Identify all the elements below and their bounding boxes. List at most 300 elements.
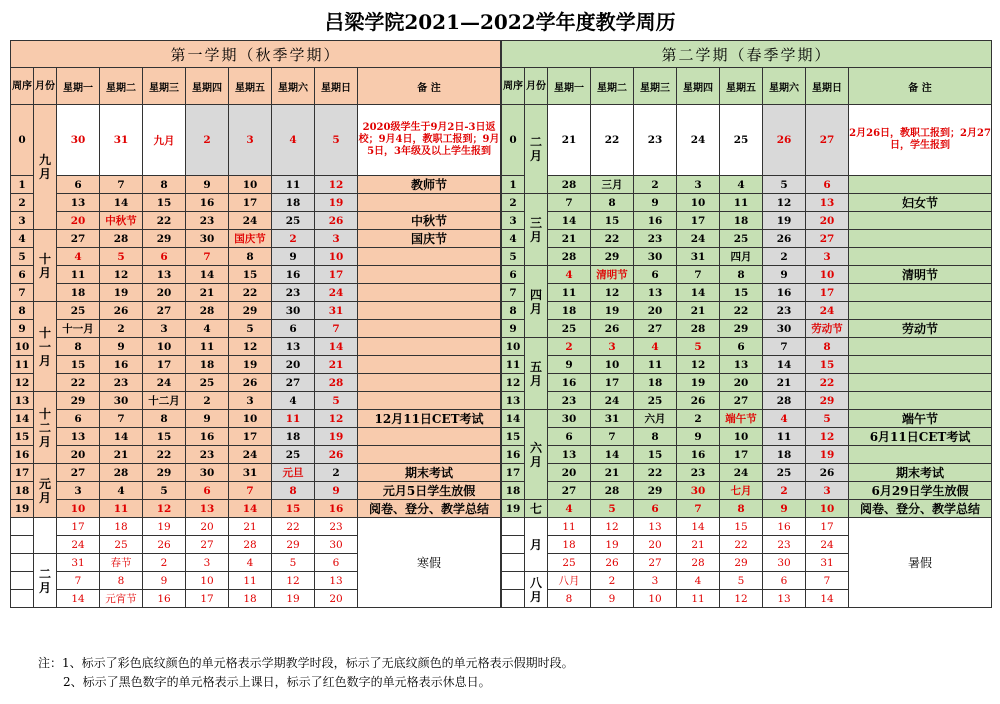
month-label: 二 月 <box>525 105 548 194</box>
day-cell: 17 <box>143 356 186 374</box>
day-cell: 7 <box>806 572 849 590</box>
day-cell: 28 <box>677 554 720 572</box>
day-cell: 29 <box>229 302 272 320</box>
day-cell: 13 <box>57 428 100 446</box>
remark-cell: 清明节 <box>849 266 992 284</box>
day-cell: 14 <box>548 212 591 230</box>
column-header: 星期五 <box>229 68 272 105</box>
day-cell: 10 <box>229 410 272 428</box>
day-cell: 端午节 <box>720 410 763 428</box>
day-cell: 16 <box>186 194 229 212</box>
month-label <box>34 518 57 554</box>
day-cell: 15 <box>143 428 186 446</box>
remark-cell: 劳动节 <box>849 320 992 338</box>
day-cell: 22 <box>634 464 677 482</box>
day-cell: 14 <box>100 194 143 212</box>
day-cell: 17 <box>806 284 849 302</box>
day-cell: 三月 <box>591 176 634 194</box>
day-cell: 5 <box>763 176 806 194</box>
day-cell: 28 <box>548 176 591 194</box>
column-header: 星期一 <box>57 68 100 105</box>
column-header: 星期五 <box>720 68 763 105</box>
week-number: 0 <box>11 105 34 176</box>
day-cell: 19 <box>591 536 634 554</box>
day-cell: 7 <box>100 176 143 194</box>
day-cell: 六月 <box>634 410 677 428</box>
day-cell: 11 <box>548 284 591 302</box>
day-cell: 15 <box>720 518 763 536</box>
day-cell: 23 <box>186 212 229 230</box>
week-number: 1 <box>11 176 34 194</box>
day-cell: 20 <box>272 356 315 374</box>
day-cell: 21 <box>591 464 634 482</box>
day-cell: 19 <box>806 446 849 464</box>
day-cell: 30 <box>186 464 229 482</box>
column-header: 星期三 <box>143 68 186 105</box>
day-cell: 26 <box>229 374 272 392</box>
day-cell: 21 <box>186 284 229 302</box>
day-cell: 23 <box>186 446 229 464</box>
day-cell: 18 <box>186 356 229 374</box>
day-cell: 6 <box>634 266 677 284</box>
day-cell: 清明节 <box>591 266 634 284</box>
day-cell: 国庆节 <box>229 230 272 248</box>
week-number <box>502 536 525 554</box>
column-header: 星期四 <box>186 68 229 105</box>
day-cell: 28 <box>100 230 143 248</box>
day-cell: 6 <box>634 500 677 518</box>
day-cell: 29 <box>143 230 186 248</box>
week-number <box>11 572 34 590</box>
week-number: 11 <box>502 356 525 374</box>
day-cell: 26 <box>806 464 849 482</box>
day-cell: 4 <box>548 500 591 518</box>
day-cell: 4 <box>100 482 143 500</box>
remark-cell <box>849 356 992 374</box>
remark-cell <box>849 446 992 464</box>
day-cell: 14 <box>315 338 358 356</box>
day-cell: 3 <box>229 105 272 176</box>
day-cell: 5 <box>315 392 358 410</box>
day-cell: 29 <box>57 392 100 410</box>
day-cell: 13 <box>186 500 229 518</box>
column-header: 备 注 <box>849 68 992 105</box>
day-cell: 28 <box>315 374 358 392</box>
day-cell: 2 <box>591 572 634 590</box>
day-cell: 18 <box>229 590 272 608</box>
remark-cell <box>849 392 992 410</box>
day-cell: 2 <box>634 176 677 194</box>
day-cell: 19 <box>229 356 272 374</box>
day-cell: 19 <box>677 374 720 392</box>
day-cell: 6 <box>315 554 358 572</box>
day-cell: 26 <box>763 230 806 248</box>
day-cell: 21 <box>229 518 272 536</box>
remark-cell: 阅卷、登分、教学总结 <box>849 500 992 518</box>
remark-cell <box>358 320 501 338</box>
day-cell: 31 <box>315 302 358 320</box>
vacation-label: 寒假 <box>358 518 501 608</box>
day-cell: 21 <box>677 302 720 320</box>
day-cell: 4 <box>763 410 806 428</box>
day-cell: 18 <box>272 428 315 446</box>
day-cell: 9 <box>100 338 143 356</box>
day-cell: 16 <box>763 284 806 302</box>
day-cell: 15 <box>57 356 100 374</box>
day-cell: 9 <box>548 356 591 374</box>
week-number: 11 <box>11 356 34 374</box>
day-cell: 9 <box>272 248 315 266</box>
day-cell: 23 <box>100 374 143 392</box>
day-cell: 28 <box>677 320 720 338</box>
week-number: 19 <box>11 500 34 518</box>
day-cell: 5 <box>591 500 634 518</box>
day-cell: 8 <box>143 410 186 428</box>
remark-cell <box>849 302 992 320</box>
column-header: 星期六 <box>272 68 315 105</box>
day-cell: 2 <box>677 410 720 428</box>
day-cell: 17 <box>591 374 634 392</box>
month-label: 四 月 <box>525 266 548 338</box>
day-cell: 元宵节 <box>100 590 143 608</box>
day-cell: 5 <box>272 554 315 572</box>
day-cell: 23 <box>315 518 358 536</box>
remark-cell <box>358 446 501 464</box>
week-number: 14 <box>11 410 34 428</box>
week-number: 10 <box>502 338 525 356</box>
day-cell: 26 <box>143 536 186 554</box>
day-cell: 23 <box>634 230 677 248</box>
day-cell: 22 <box>591 230 634 248</box>
day-cell: 24 <box>591 392 634 410</box>
day-cell: 8 <box>806 338 849 356</box>
day-cell: 16 <box>100 356 143 374</box>
column-header: 月份 <box>34 68 57 105</box>
day-cell: 7 <box>315 320 358 338</box>
week-number <box>11 554 34 572</box>
day-cell: 26 <box>100 302 143 320</box>
week-number: 18 <box>502 482 525 500</box>
day-cell: 17 <box>315 266 358 284</box>
day-cell: 12 <box>100 266 143 284</box>
week-number: 13 <box>502 392 525 410</box>
day-cell: 25 <box>57 302 100 320</box>
week-number: 4 <box>502 230 525 248</box>
day-cell: 4 <box>272 392 315 410</box>
column-header: 周序 <box>502 68 525 105</box>
week-number: 7 <box>11 284 34 302</box>
remark-cell <box>849 248 992 266</box>
day-cell: 13 <box>143 266 186 284</box>
remark-cell: 教师节 <box>358 176 501 194</box>
day-cell: 四月 <box>720 248 763 266</box>
day-cell: 5 <box>806 410 849 428</box>
day-cell: 16 <box>634 212 677 230</box>
day-cell: 31 <box>100 105 143 176</box>
day-cell: 10 <box>591 356 634 374</box>
day-cell: 23 <box>272 284 315 302</box>
day-cell: 30 <box>186 230 229 248</box>
day-cell: 3 <box>186 554 229 572</box>
day-cell: 10 <box>634 590 677 608</box>
column-header: 星期二 <box>100 68 143 105</box>
day-cell: 12 <box>720 590 763 608</box>
day-cell: 12 <box>677 356 720 374</box>
week-number: 3 <box>11 212 34 230</box>
day-cell: 28 <box>186 302 229 320</box>
day-cell: 22 <box>720 302 763 320</box>
remark-cell <box>358 248 501 266</box>
week-number <box>502 590 525 608</box>
day-cell: 15 <box>143 194 186 212</box>
column-header: 星期一 <box>548 68 591 105</box>
day-cell: 16 <box>677 446 720 464</box>
day-cell: 29 <box>634 482 677 500</box>
day-cell: 11 <box>720 194 763 212</box>
day-cell: 3 <box>143 320 186 338</box>
day-cell: 5 <box>720 572 763 590</box>
week-number: 17 <box>11 464 34 482</box>
week-number <box>502 518 525 536</box>
day-cell: 8 <box>548 590 591 608</box>
day-cell: 6 <box>763 572 806 590</box>
day-cell: 17 <box>720 446 763 464</box>
day-cell: 11 <box>634 356 677 374</box>
day-cell: 25 <box>720 105 763 176</box>
day-cell: 24 <box>229 212 272 230</box>
day-cell: 24 <box>677 105 720 176</box>
day-cell: 九月 <box>143 105 186 176</box>
semester-header: 第一学期（秋季学期） <box>11 41 501 68</box>
day-cell: 9 <box>143 572 186 590</box>
remark-cell: 6月29日学生放假 <box>849 482 992 500</box>
day-cell: 25 <box>634 392 677 410</box>
remark-cell: 2020级学生于9月2日-3日返校；9月4日，教职工报到；9月5日，3年级及以上学生报到 <box>358 105 501 176</box>
day-cell: 17 <box>229 194 272 212</box>
column-header: 周序 <box>11 68 34 105</box>
day-cell: 5 <box>143 482 186 500</box>
day-cell: 10 <box>229 176 272 194</box>
day-cell: 10 <box>806 500 849 518</box>
day-cell: 28 <box>229 536 272 554</box>
day-cell: 14 <box>763 356 806 374</box>
day-cell: 27 <box>57 464 100 482</box>
day-cell: 3 <box>229 392 272 410</box>
day-cell: 9 <box>634 194 677 212</box>
week-number: 4 <box>11 230 34 248</box>
day-cell: 12 <box>229 338 272 356</box>
day-cell: 11 <box>548 518 591 536</box>
day-cell: 17 <box>806 518 849 536</box>
day-cell: 5 <box>100 248 143 266</box>
day-cell: 15 <box>806 356 849 374</box>
day-cell: 27 <box>720 392 763 410</box>
remark-cell: 中秋节 <box>358 212 501 230</box>
remark-cell: 6月11日CET考试 <box>849 428 992 446</box>
day-cell: 7 <box>763 338 806 356</box>
day-cell: 22 <box>143 446 186 464</box>
day-cell: 14 <box>677 284 720 302</box>
day-cell: 13 <box>57 194 100 212</box>
day-cell: 16 <box>763 518 806 536</box>
remark-cell: 期末考试 <box>358 464 501 482</box>
day-cell: 30 <box>548 410 591 428</box>
column-header: 星期日 <box>315 68 358 105</box>
day-cell: 12 <box>763 194 806 212</box>
remark-cell <box>358 356 501 374</box>
day-cell: 2 <box>763 482 806 500</box>
day-cell: 14 <box>57 590 100 608</box>
day-cell: 2 <box>315 464 358 482</box>
day-cell: 21 <box>677 536 720 554</box>
day-cell: 26 <box>763 105 806 176</box>
day-cell: 3 <box>677 176 720 194</box>
day-cell: 中秋节 <box>100 212 143 230</box>
column-header: 星期四 <box>677 68 720 105</box>
footnote-1: 注：1、标示了彩色底纹颜色的单元格表示学期教学时段，标示了无底纹颜色的单元格表示假期时段。 <box>38 656 574 670</box>
day-cell: 24 <box>720 464 763 482</box>
day-cell: 11 <box>100 500 143 518</box>
day-cell: 11 <box>186 338 229 356</box>
day-cell: 30 <box>57 105 100 176</box>
month-label: 月 <box>525 518 548 572</box>
day-cell: 11 <box>763 428 806 446</box>
day-cell: 27 <box>634 320 677 338</box>
day-cell: 24 <box>229 446 272 464</box>
day-cell: 7 <box>677 500 720 518</box>
day-cell: 8 <box>272 482 315 500</box>
day-cell: 18 <box>100 518 143 536</box>
day-cell: 19 <box>315 428 358 446</box>
day-cell: 15 <box>634 446 677 464</box>
day-cell: 21 <box>548 105 591 176</box>
remark-cell <box>358 428 501 446</box>
day-cell: 23 <box>677 464 720 482</box>
day-cell: 22 <box>272 518 315 536</box>
day-cell: 8 <box>100 572 143 590</box>
month-label: 十 一 月 <box>34 302 57 392</box>
day-cell: 22 <box>57 374 100 392</box>
day-cell: 12 <box>315 176 358 194</box>
day-cell: 26 <box>677 392 720 410</box>
day-cell: 27 <box>634 554 677 572</box>
day-cell: 2 <box>186 105 229 176</box>
day-cell: 18 <box>272 194 315 212</box>
day-cell: 17 <box>186 590 229 608</box>
day-cell: 27 <box>143 302 186 320</box>
day-cell: 6 <box>720 338 763 356</box>
day-cell: 22 <box>806 374 849 392</box>
day-cell: 4 <box>634 338 677 356</box>
day-cell: 18 <box>720 212 763 230</box>
day-cell: 八月 <box>548 572 591 590</box>
day-cell: 4 <box>186 320 229 338</box>
remark-cell <box>358 194 501 212</box>
week-number: 5 <box>11 248 34 266</box>
day-cell: 26 <box>315 212 358 230</box>
day-cell: 19 <box>100 284 143 302</box>
day-cell: 10 <box>720 428 763 446</box>
day-cell: 22 <box>591 105 634 176</box>
month-label: 元 月 <box>34 464 57 518</box>
day-cell: 29 <box>272 536 315 554</box>
day-cell: 9 <box>677 428 720 446</box>
day-cell: 17 <box>229 428 272 446</box>
day-cell: 6 <box>57 410 100 428</box>
month-label: 二 月 <box>34 554 57 608</box>
column-header: 星期六 <box>763 68 806 105</box>
day-cell: 28 <box>100 464 143 482</box>
remark-cell: 元月5日学生放假 <box>358 482 501 500</box>
day-cell: 劳动节 <box>806 320 849 338</box>
day-cell: 11 <box>272 410 315 428</box>
day-cell: 9 <box>186 410 229 428</box>
day-cell: 17 <box>57 518 100 536</box>
remark-cell <box>849 212 992 230</box>
day-cell: 10 <box>57 500 100 518</box>
remark-cell: 2月26日，教职工报到；2月27日，学生报到 <box>849 105 992 176</box>
day-cell: 十一月 <box>57 320 100 338</box>
day-cell: 20 <box>186 518 229 536</box>
day-cell: 6 <box>272 320 315 338</box>
day-cell: 15 <box>591 212 634 230</box>
day-cell: 4 <box>548 266 591 284</box>
semester2-calendar-table <box>501 40 992 608</box>
day-cell: 2 <box>763 248 806 266</box>
month-label: 七 <box>525 500 548 518</box>
vacation-label: 暑假 <box>849 518 992 608</box>
day-cell: 13 <box>272 338 315 356</box>
day-cell: 23 <box>763 302 806 320</box>
day-cell: 27 <box>806 230 849 248</box>
day-cell: 9 <box>591 590 634 608</box>
day-cell: 2 <box>100 320 143 338</box>
day-cell: 19 <box>143 518 186 536</box>
week-number: 14 <box>502 410 525 428</box>
remark-cell: 端午节 <box>849 410 992 428</box>
day-cell: 24 <box>806 536 849 554</box>
week-number: 17 <box>502 464 525 482</box>
day-cell: 20 <box>806 212 849 230</box>
day-cell: 6 <box>57 176 100 194</box>
day-cell: 24 <box>677 230 720 248</box>
week-number <box>11 590 34 608</box>
day-cell: 8 <box>229 248 272 266</box>
day-cell: 13 <box>806 194 849 212</box>
day-cell: 5 <box>229 320 272 338</box>
week-number: 16 <box>502 446 525 464</box>
week-number: 18 <box>11 482 34 500</box>
day-cell: 13 <box>763 590 806 608</box>
month-label: 六 月 <box>525 410 548 500</box>
week-number: 15 <box>11 428 34 446</box>
day-cell: 5 <box>677 338 720 356</box>
day-cell: 21 <box>315 356 358 374</box>
day-cell: 18 <box>548 302 591 320</box>
day-cell: 10 <box>677 194 720 212</box>
day-cell: 29 <box>143 464 186 482</box>
remark-cell <box>358 302 501 320</box>
column-header: 星期日 <box>806 68 849 105</box>
column-header: 星期二 <box>591 68 634 105</box>
remark-cell <box>358 284 501 302</box>
semester-header: 第二学期（春季学期） <box>502 41 992 68</box>
day-cell: 9 <box>763 500 806 518</box>
week-number: 16 <box>11 446 34 464</box>
day-cell: 8 <box>143 176 186 194</box>
day-cell: 11 <box>272 176 315 194</box>
footnote-2: 2、标示了黑色数字的单元格表示上课日，标示了红色数字的单元格表示休息日。 <box>63 675 491 689</box>
